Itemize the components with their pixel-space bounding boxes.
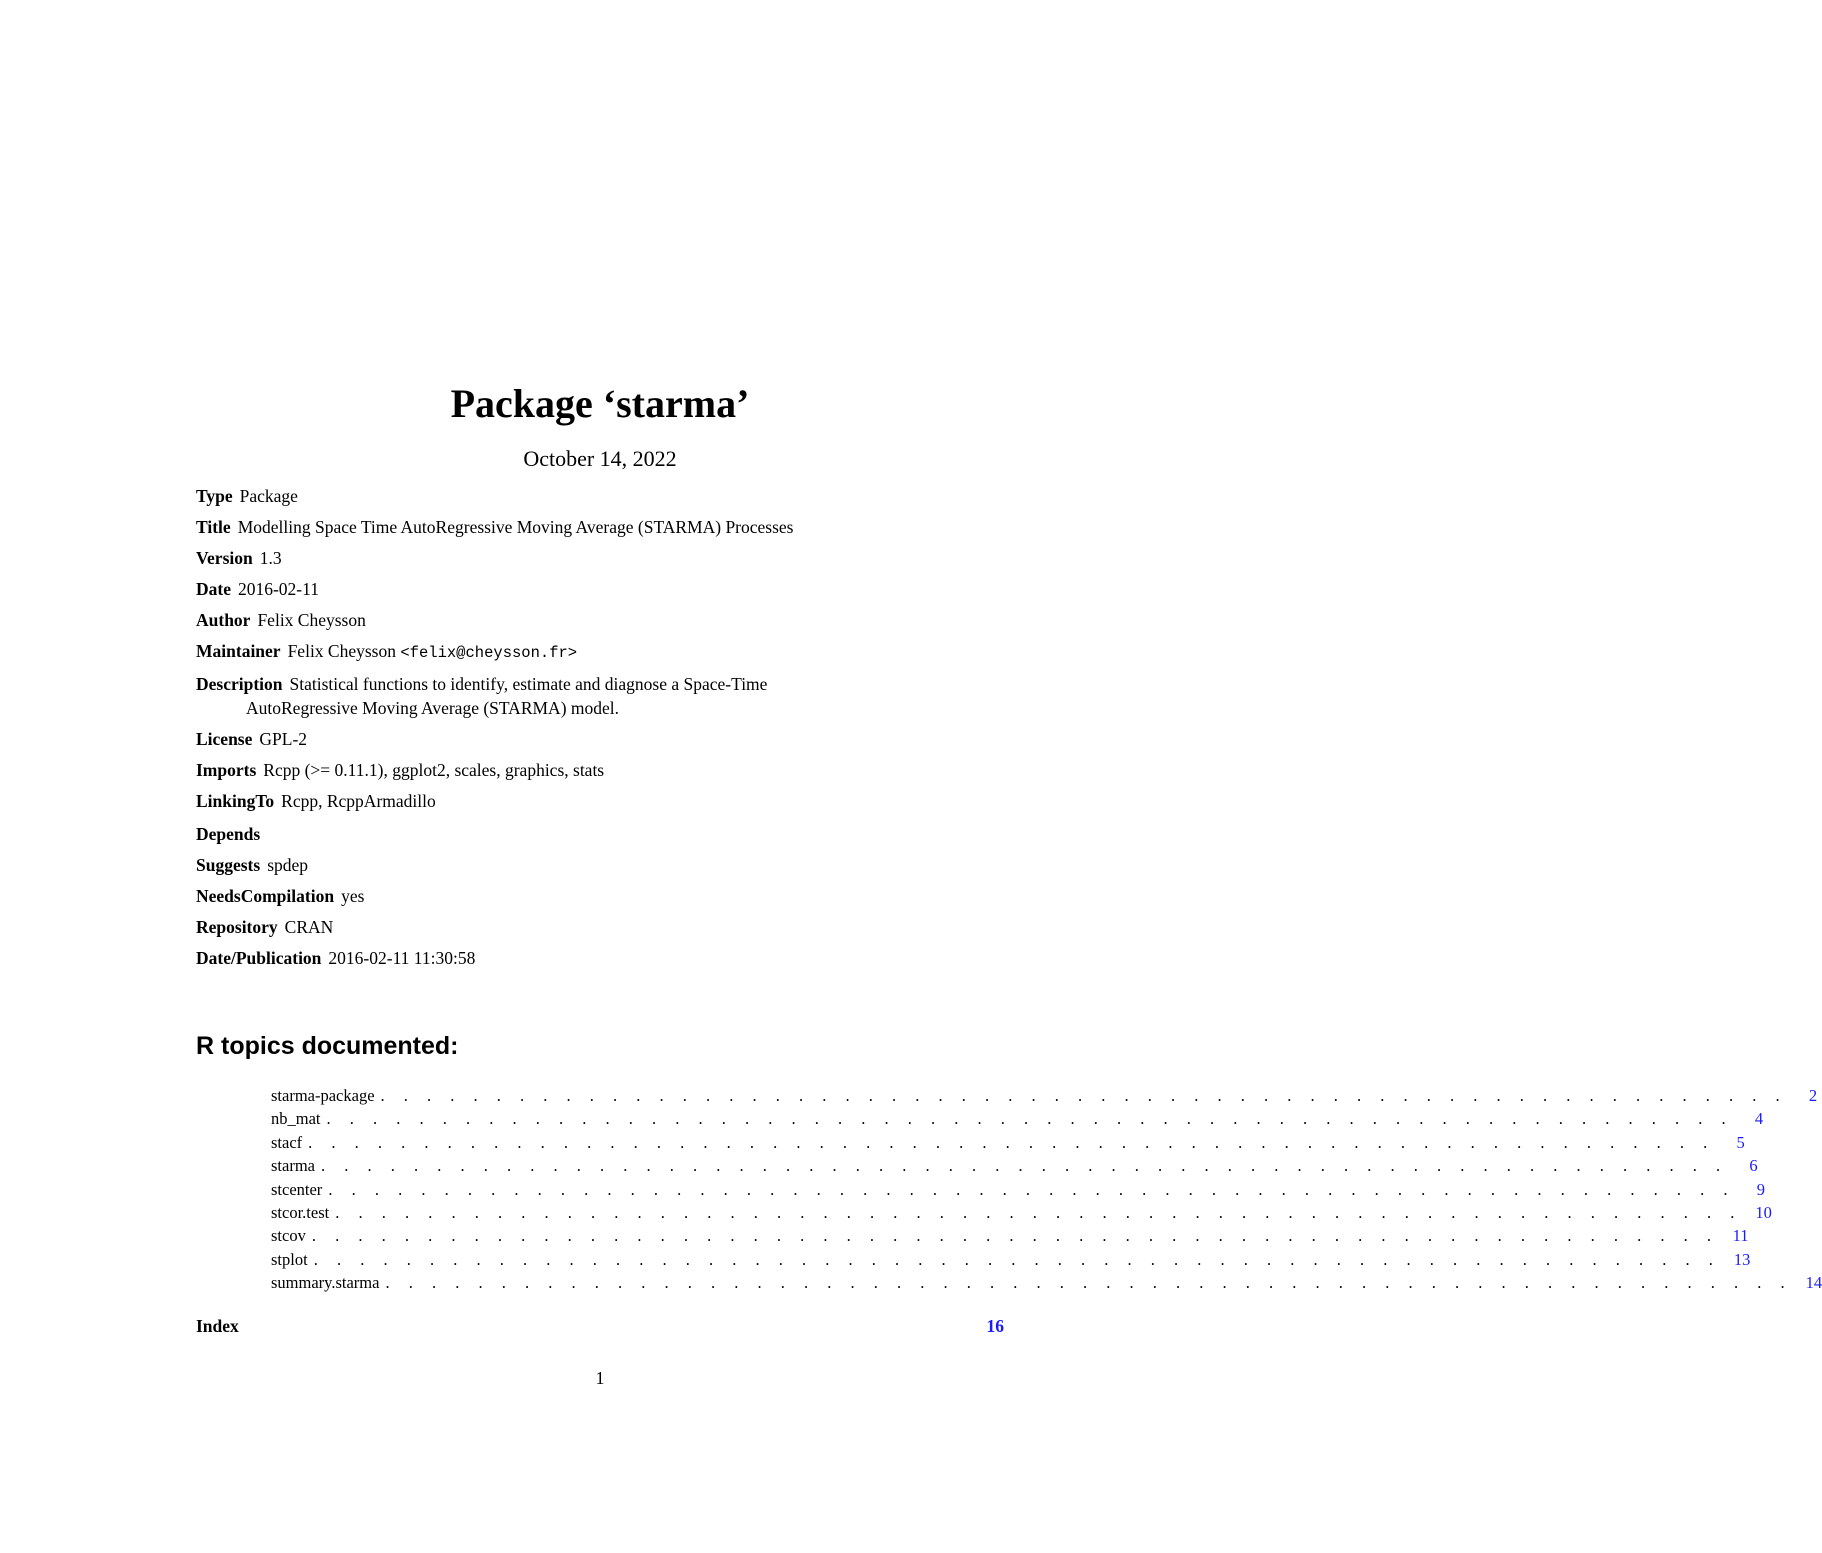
page-title: Package ‘starma’	[450, 381, 750, 426]
field-imports	[196, 758, 1016, 782]
toc-entry[interactable]	[271, 1249, 1751, 1273]
toc-entry-name[interactable]: stcenter	[271, 1179, 323, 1199]
toc-entry-name[interactable]: stacf	[271, 1132, 303, 1152]
maintainer-email[interactable]: <felix@cheysson.fr>	[400, 644, 578, 662]
field-value: 2016-02-11	[237, 579, 319, 599]
toc-page-link[interactable]: 5	[1736, 1132, 1745, 1152]
field-value: Felix Cheysson	[287, 641, 396, 661]
toc-entry-name[interactable]: nb_mat	[271, 1109, 321, 1129]
field-label: Depends	[196, 824, 261, 844]
field-label: Imports	[196, 760, 257, 780]
field-value: Felix Cheysson	[257, 610, 366, 630]
toc-entry-name[interactable]: starma	[271, 1156, 315, 1176]
toc-leader-dots: . . . . . . . . . . . . . . . . . . . . . . . . . . . . . . . . . . . . . . . . . . . . . . . . . . . . . . . . . . . . .	[313, 1249, 1721, 1269]
toc-leader-dots: . . . . . . . . . . . . . . . . . . . . . . . . . . . . . . . . . . . . . . . . . . . . . . . . . . . . . . . . . . . . .	[335, 1202, 1742, 1222]
toc-leader-dots: . . . . . . . . . . . . . . . . . . . . . . . . . . . . . . . . . . . . . . . . . . . . . . . . . . . . . . . . . . . . .	[326, 1109, 1734, 1129]
field-label: Date	[196, 579, 231, 599]
field-repository	[196, 915, 1016, 939]
toc-leader-dots: . . . . . . . . . . . . . . . . . . . . . . . . . . . . . . . . . . . . . . . . . . . . . . . . . . . . . . . . . . . . .	[385, 1273, 1793, 1293]
toc-entry-name[interactable]: stcov	[271, 1226, 306, 1246]
toc-page-link[interactable]: 14	[1805, 1273, 1822, 1293]
field-value: Package	[239, 486, 298, 506]
field-title	[196, 515, 1016, 539]
toc-page-link[interactable]: 10	[1755, 1202, 1772, 1222]
toc-entry[interactable]	[271, 1156, 1758, 1179]
field-needscompilation	[196, 884, 1016, 908]
toc-entry[interactable]	[271, 1109, 1764, 1132]
table-of-contents	[271, 1086, 1822, 1297]
toc-leader-dots: . . . . . . . . . . . . . . . . . . . . . . . . . . . . . . . . . . . . . . . . . . . . . . . . . . . . . . . . . . . . .	[311, 1226, 1719, 1246]
toc-entry-name[interactable]: starma-package	[271, 1086, 375, 1105]
field-label: Maintainer	[196, 641, 281, 661]
toc-entry-name[interactable]: summary.starma	[271, 1273, 380, 1293]
field-linkingto	[196, 789, 1016, 813]
toc-page-link[interactable]: 6	[1749, 1156, 1758, 1176]
field-value: spdep	[267, 855, 309, 875]
document-date: October 14, 2022	[523, 446, 677, 471]
toc-entry[interactable]	[271, 1179, 1765, 1203]
field-label: License	[196, 729, 253, 749]
toc-entry[interactable]	[271, 1202, 1772, 1226]
field-suggests	[196, 853, 1016, 877]
toc-page-link[interactable]: 2	[1808, 1086, 1818, 1105]
toc-entry[interactable]	[271, 1226, 1749, 1249]
field-type	[196, 484, 1016, 508]
toc-leader-dots: . . . . . . . . . . . . . . . . . . . . . . . . . . . . . . . . . . . . . . . . . . . . . . . . . . . . . . . . . . . . .	[308, 1132, 1715, 1152]
field-license	[196, 727, 1016, 751]
field-maintainer	[196, 639, 1016, 665]
field-value: Rcpp, RcppArmadillo	[281, 791, 436, 811]
page-number: 1	[595, 1368, 605, 1388]
field-value: CRAN	[284, 917, 334, 937]
field-label: Author	[196, 610, 251, 630]
toc-page-link[interactable]: 11	[1732, 1226, 1749, 1246]
field-label: Version	[196, 548, 253, 568]
toc-page-link[interactable]: 4	[1754, 1109, 1764, 1129]
toc-entry-name[interactable]: stcor.test	[271, 1202, 330, 1222]
field-value: Statistical functions to identify, estimate and diagnose a Space-Time AutoRegressive Moving Average (STARMA) model.	[246, 674, 768, 718]
field-label: Suggests	[196, 855, 261, 875]
field-depends	[196, 822, 1016, 846]
field-label: Date/Publication	[196, 948, 322, 968]
index-page-link[interactable]: 16	[986, 1316, 1004, 1336]
package-fields	[196, 484, 1016, 977]
toc-heading: R topics documented:	[196, 1032, 459, 1060]
field-label: Repository	[196, 917, 278, 937]
toc-leader-dots: . . . . . . . . . . . . . . . . . . . . . . . . . . . . . . . . . . . . . . . . . . . . . . . . . . . . . . . . . . . . .	[328, 1179, 1735, 1199]
index-label[interactable]: Index	[196, 1316, 239, 1336]
toc-page-link[interactable]: 13	[1733, 1249, 1751, 1269]
toc-page-link[interactable]: 9	[1756, 1179, 1765, 1199]
toc-entry[interactable]	[271, 1273, 1822, 1296]
field-value: 2016-02-11 11:30:58	[328, 948, 476, 968]
field-value: 1.3	[259, 548, 282, 568]
toc-entry[interactable]	[271, 1132, 1745, 1156]
field-value: yes	[341, 886, 365, 906]
field-author	[196, 608, 1016, 632]
field-label: Title	[196, 517, 231, 537]
field-label: LinkingTo	[196, 791, 275, 811]
toc-leader-dots: . . . . . . . . . . . . . . . . . . . . . . . . . . . . . . . . . . . . . . . . . . . . . . . . . . . . . . . . . . . . .	[380, 1086, 1788, 1105]
toc-index-entry[interactable]	[196, 1316, 1004, 1337]
field-label: Description	[196, 674, 283, 694]
field-value: Modelling Space Time AutoRegressive Moving Average (STARMA) Processes	[237, 517, 794, 537]
field-description	[196, 672, 856, 720]
field-publication	[196, 946, 1016, 970]
toc-leader-dots: . . . . . . . . . . . . . . . . . . . . . . . . . . . . . . . . . . . . . . . . . . . . . . . . . . . . . . . . . . . . .	[320, 1156, 1728, 1176]
field-value: GPL-2	[259, 729, 308, 749]
field-value: Rcpp (>= 0.11.1), ggplot2, scales, graphics, stats	[263, 760, 605, 780]
field-version	[196, 546, 1016, 570]
toc-entry-name[interactable]: stplot	[271, 1249, 308, 1269]
field-label: NeedsCompilation	[196, 886, 335, 906]
field-date	[196, 577, 1016, 601]
toc-entry[interactable]	[271, 1086, 1818, 1109]
field-label: Type	[196, 486, 233, 506]
